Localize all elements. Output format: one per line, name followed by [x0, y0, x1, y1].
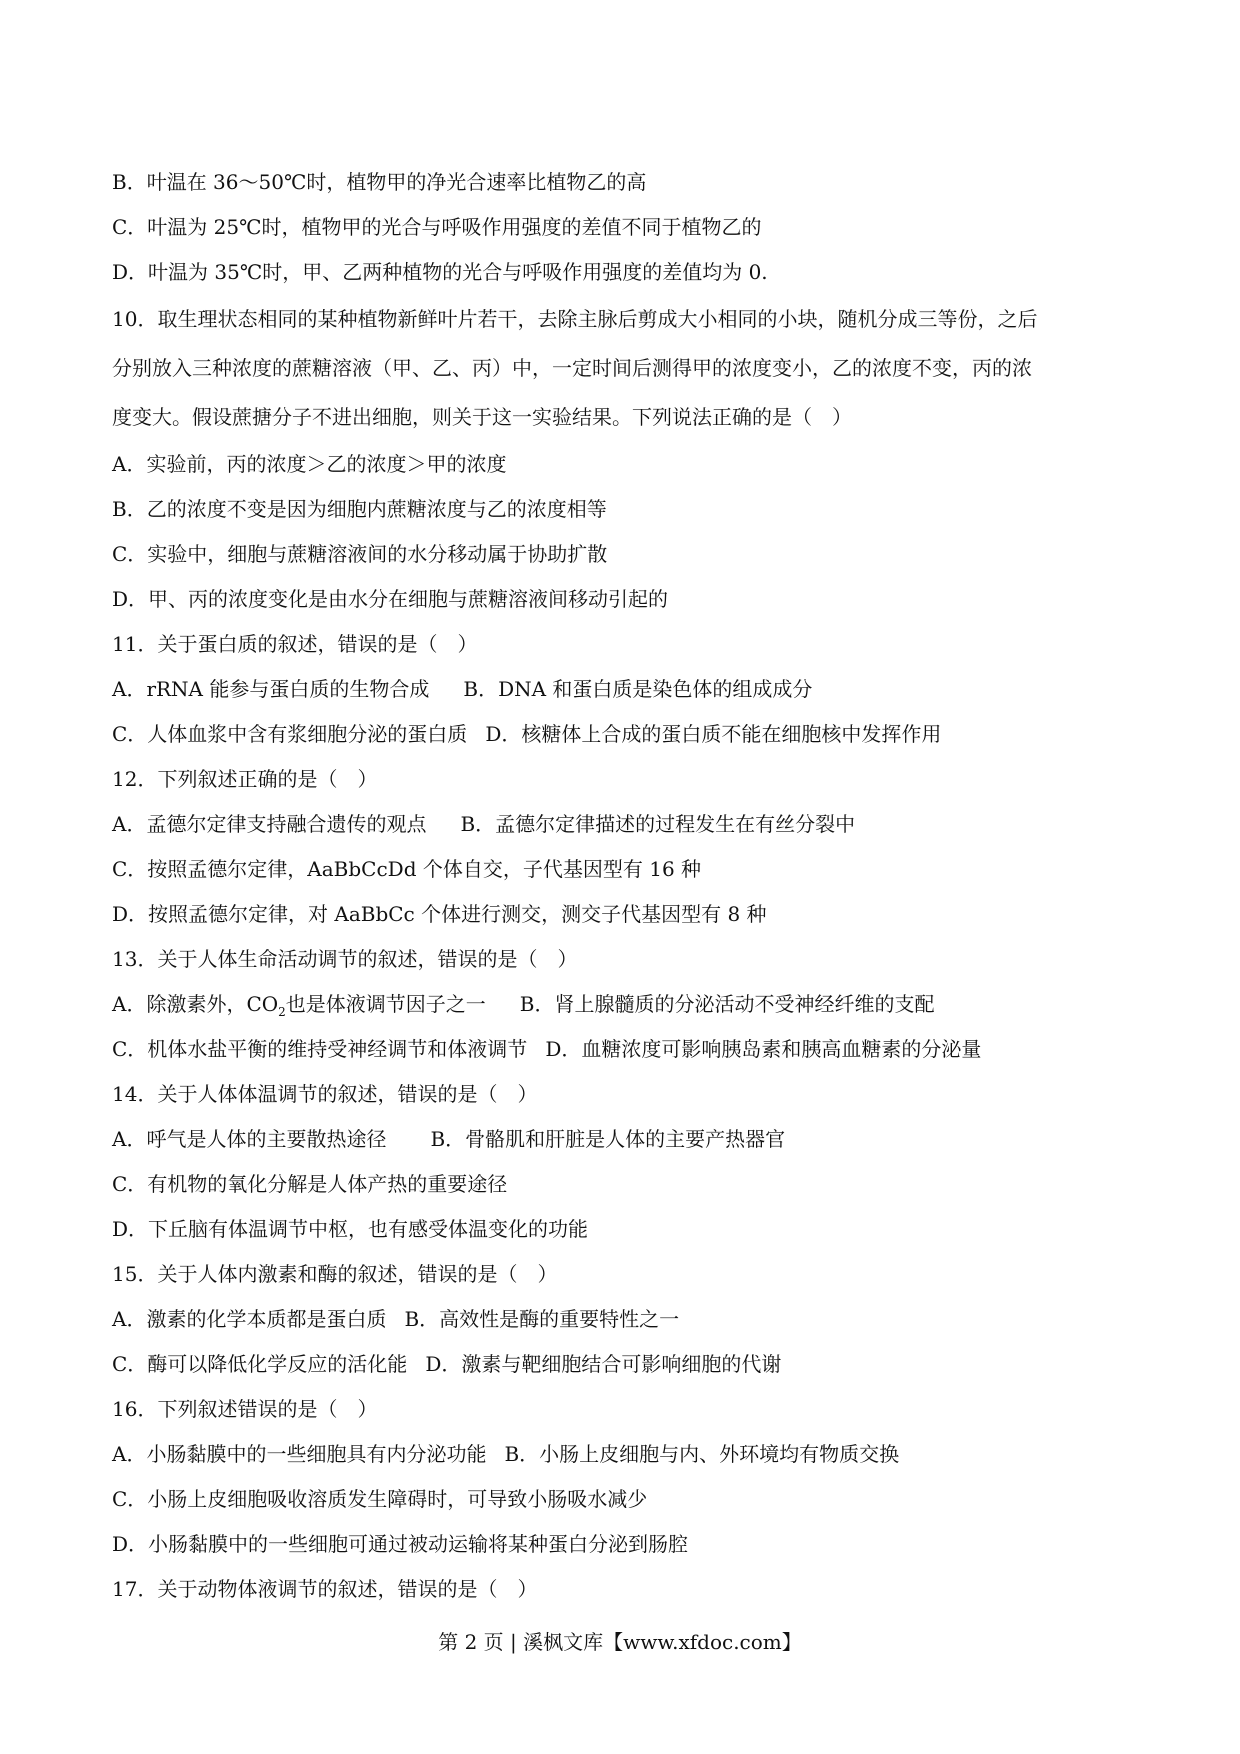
question-12: 12．下列叙述正确的是（ ） [112, 767, 378, 791]
option-line [112, 1297, 1132, 1342]
question-11: 11．关于蛋白质的叙述，错误的是（ ） [112, 632, 478, 656]
q14-option-d: D．下丘脑有体温调节中枢，也有感受体温变化的功能 [112, 1217, 589, 1241]
question-10-line: 度变大。假设蔗搪分子不进出细胞，则关于这一实验结果。下列说法正确的是（ ） [112, 405, 852, 429]
option-line: D．甲、丙的浓度变化是由水分在细胞与蔗糖溶液间移动引起的 [112, 587, 669, 611]
q12-option-c: C．按照孟德尔定律，AaBbCcDd 个体自交，子代基因型有 16 种 [112, 857, 702, 881]
q14-option-b: B．骨骼肌和肝脏是人体的主要产热器官 [430, 1127, 786, 1151]
q13-option-b: B．肾上腺髓质的分泌活动不受神经纤维的支配 [519, 992, 935, 1016]
q13-option-d: D．血糖浓度可影响胰岛素和胰高血糖素的分泌量 [545, 1037, 982, 1061]
option-line [112, 1117, 1132, 1162]
q12-option-a: A．孟德尔定律支持融合遗传的观点 [112, 812, 427, 836]
q15-option-c: C．酶可以降低化学反应的活化能 [112, 1352, 408, 1376]
option-line [112, 1027, 1132, 1072]
q16-option-c: C．小肠上皮细胞吸收溶质发生障碍时，可导致小肠吸水减少 [112, 1487, 648, 1511]
q13-a-prefix: A．除激素外，CO [112, 992, 279, 1016]
option-line [112, 1342, 1132, 1387]
text-line: B．叶温在 36～50℃时，植物甲的净光合速率比植物乙的高 [112, 170, 647, 194]
q15-option-a: A．激素的化学本质都是蛋白质 [112, 1307, 387, 1331]
q16-option-a: A．小肠黏膜中的一些细胞具有内分泌功能 [112, 1442, 487, 1466]
q14-option-c: C．有机物的氧化分解是人体产热的重要途径 [112, 1172, 508, 1196]
question-10-line: 10．取生理状态相同的某种植物新鲜叶片若干，去除主脉后剪成大小相同的小块，随机分成三等份，之后 [112, 307, 1038, 331]
page-content [112, 160, 1132, 1612]
q13-option-c: C．机体水盐平衡的维持受神经调节和体液调节 [112, 1037, 528, 1061]
option-line [112, 1432, 1132, 1477]
option-line [112, 667, 1132, 712]
option-line [112, 802, 1132, 847]
text-line: C．叶温为 25℃时，植物甲的光合与呼吸作用强度的差值不同于植物乙的 [112, 215, 762, 239]
text-line: D．叶温为 35℃时，甲、乙两种植物的光合与呼吸作用强度的差值均为 0. [112, 260, 768, 284]
option-line [112, 712, 1132, 757]
option-line: B．乙的浓度不变是因为细胞内蔗糖浓度与乙的浓度相等 [112, 497, 607, 521]
question-10-line: 分别放入三种浓度的蔗糖溶液（甲、乙、丙）中，一定时间后测得甲的浓度变小，乙的浓度不变，丙的浓 [112, 356, 1032, 380]
q15-option-d: D．激素与靶细胞结合可影响细胞的代谢 [425, 1352, 782, 1376]
page-footer: 第 2 页 | 溪枫文库【www.xfdoc.com】 [438, 1630, 802, 1654]
q15-option-b: B．高效性是酶的重要特性之一 [404, 1307, 680, 1331]
q16-option-b: B．小肠上皮细胞与内、外环境均有物质交换 [504, 1442, 900, 1466]
q14-option-a: A．呼气是人体的主要散热途径 [112, 1127, 387, 1151]
q11-option-a: A．rRNA 能参与蛋白质的生物合成 [112, 677, 430, 701]
q13-a-subscript: 2 [278, 1005, 286, 1019]
question-13: 13．关于人体生命活动调节的叙述，错误的是（ ） [112, 947, 578, 971]
q16-option-d: D．小肠黏膜中的一些细胞可通过被动运输将某种蛋白分泌到肠腔 [112, 1532, 689, 1556]
q12-option-b: B．孟德尔定律描述的过程发生在有丝分裂中 [460, 812, 856, 836]
q11-option-b: B．DNA 和蛋白质是染色体的组成成分 [463, 677, 813, 701]
option-line [112, 982, 1132, 1027]
q11-option-d: D．核糖体上合成的蛋白质不能在细胞核中发挥作用 [485, 722, 942, 746]
q13-a-suffix: 也是体液调节因子之一 [285, 992, 486, 1016]
option-line: A．实验前，丙的浓度＞乙的浓度＞甲的浓度 [112, 452, 507, 476]
question-17: 17．关于动物体液调节的叙述，错误的是（ ） [112, 1577, 538, 1601]
option-line: C．实验中，细胞与蔗糖溶液间的水分移动属于协助扩散 [112, 542, 608, 566]
question-16: 16．下列叙述错误的是（ ） [112, 1397, 378, 1421]
question-14: 14．关于人体体温调节的叙述，错误的是（ ） [112, 1082, 538, 1106]
question-15: 15．关于人体内激素和酶的叙述，错误的是（ ） [112, 1262, 558, 1286]
q12-option-d: D．按照孟德尔定律，对 AaBbCc 个体进行测交，测交子代基因型有 8 种 [112, 902, 767, 926]
q11-option-c: C．人体血浆中含有浆细胞分泌的蛋白质 [112, 722, 468, 746]
